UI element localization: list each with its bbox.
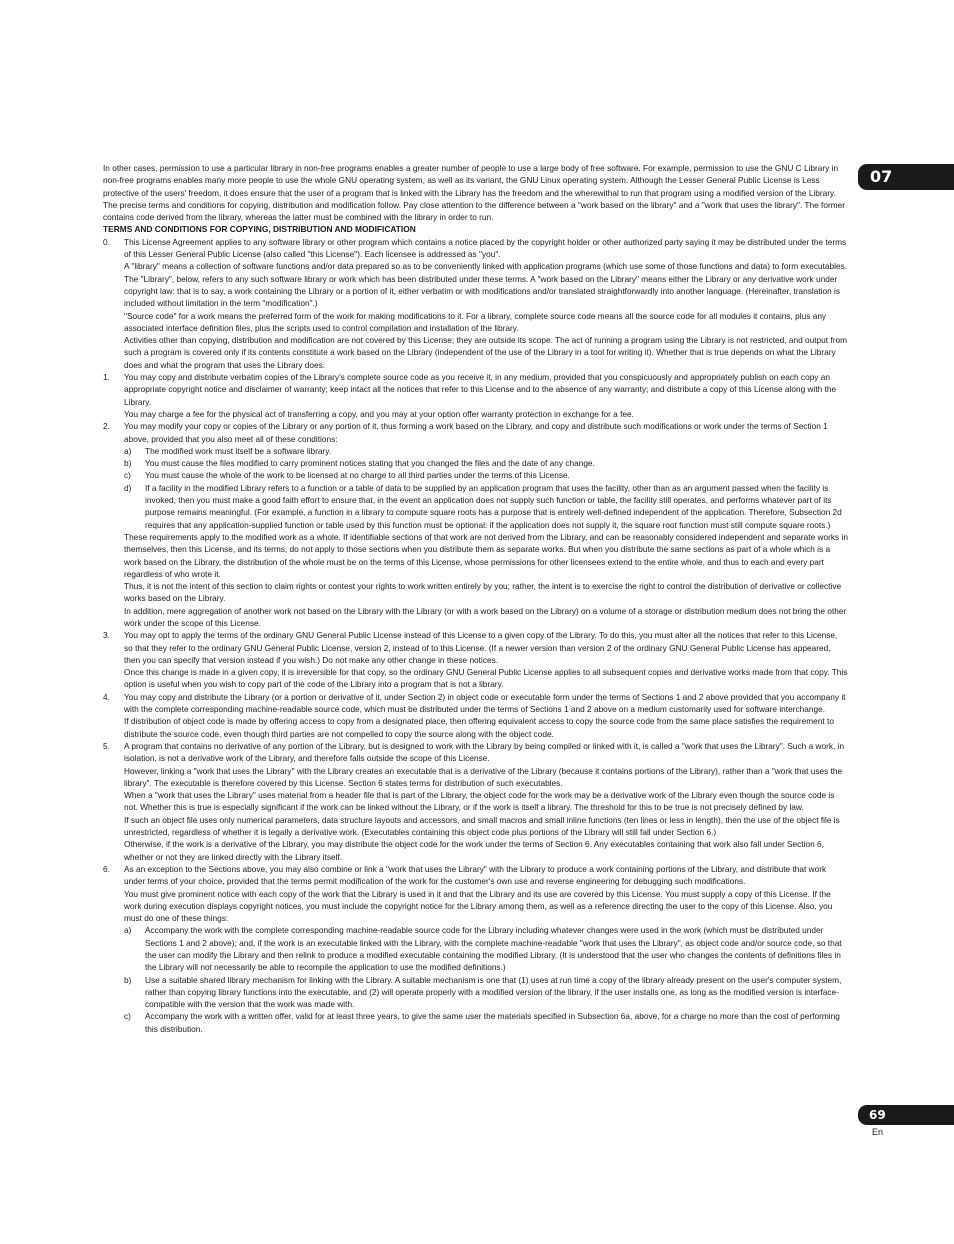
- section-paragraph: Activities other than copying, distribution and modification are not covered by this License; they are outside its scope. The act of running a program using the Library is not restricted, and output from such a program is covered only if its contents constitute a work based on the Library (independent of the use of the Library in a tool for writing it). Whether that is true depends on what the Library does and what the program that uses the Library does.: [124, 335, 847, 370]
- subitem-letter: d): [124, 482, 132, 493]
- section-paragraph: In addition, mere aggregation of another work not based on the Library with the Library (or with a work based on the Library) on a volume of a storage or distribution medium does not bring the other work under the scope of this License.: [124, 605, 847, 628]
- chapter-tab: 07: [858, 164, 954, 190]
- section-paragraph: However, linking a "work that uses the Library" with the Library creates an executable that is a derivative of the Library (because it contains portions of the Library), rather than a "work that uses the library". The executable is therefore covered by this License. Section 6 states terms for distribution of such executables.: [124, 765, 843, 788]
- section-paragraph: You may copy and distribute the Library (or a portion or derivative of it, under Section 2) in object code or executable form under the terms of Sections 1 and 2 above provided that you accompany it with the complete corresponding machine-readable source code, which must be distributed under the terms of Sections 1 and 2 above on a medium customarily used for software interchange.: [124, 691, 846, 715]
- section-paragraph: A "library" means a collection of software functions and/or data prepared so as to be conveniently linked with application programs (which use some of those functions and data) to form executables.: [124, 261, 848, 272]
- section-paragraph: If distribution of object code is made by offering access to copy from a designated place, then offering equivalent access to copy the source code from the same place satisfies the requirement to distribute the source code, even though third parties are not compelled to copy the source along with the object code.: [124, 716, 834, 739]
- section-paragraph: You may modify your copy or copies of the Library or any portion of it, thus forming a work based on the Library, and copy and distribute such modifications or work under the terms of Section 1 above, provided that you also meet all of these conditions:: [124, 421, 828, 444]
- section-number: 4.: [103, 691, 110, 702]
- subitem: [124, 445, 848, 457]
- subitem: [124, 457, 848, 469]
- section-4: [103, 691, 848, 740]
- intro-paragraph-2: The precise terms and conditions for copying, distribution and modification follow. Pay close attention to the difference between a "work based on the library" and a "work that uses the library". The former contains code derived from the library, whereas the latter must be combined with the library in order to run.: [103, 199, 845, 223]
- subitem-letter: a): [124, 925, 132, 936]
- subitem-letter: c): [124, 470, 131, 481]
- section-paragraph: This License Agreement applies to any software library or other program which contains a notice placed by the copyright holder or other authorized party saying it may be distributed under the terms of this Lesser General Public License (also called "this License"). Each licensee is addressed as "you".: [124, 236, 847, 260]
- section-paragraph: Thus, it is not the intent of this section to claim rights or contest your rights to work written entirely by you; rather, the intent is to exercise the right to control the distribution of derivative or collective works based on the Library.: [124, 581, 842, 604]
- subitem-text: The modified work must itself be a software library.: [145, 445, 332, 456]
- section-6: [103, 863, 848, 1035]
- section-paragraph: When a "work that uses the Library" uses material from a header file that is part of the Library, the object code for the work may be a derivative work of the Library even though the source code is not. Whether this is true is especially significant if the work can be linked without the Library, or if the work is itself a library. The threshold for this to be true is not precisely defined by law.: [124, 790, 835, 813]
- terms-heading: TERMS AND CONDITIONS FOR COPYING, DISTRIBUTION AND MODIFICATION: [103, 224, 416, 235]
- subitem-letter: a): [124, 445, 132, 456]
- section-paragraph: You may charge a fee for the physical act of transferring a copy, and you may at your option offer warranty protection in exchange for a fee.: [124, 408, 634, 419]
- subitem-text: If a facility in the modified Library refers to a function or a table of data to be supplied by an application program that uses the facility, other than as an argument passed when the facility is invoked, then you must make a good faith effort to ensure that, in the event an application does not supply such function or table, the facility still operates, and performs whatever part of its purpose remains meaningful. (For example, a function in a library to compute square roots has a purpose that is entirely well-defined independent of the application. Therefore, Subsection 2d requires that any application-supplied function or table used by this function must be optional: if the application does not supply it, the square root function must still compute square roots.): [145, 482, 842, 530]
- subitem: [124, 974, 848, 1011]
- subitem: [124, 469, 848, 481]
- section-5: [103, 740, 848, 863]
- subitem-letter: b): [124, 974, 132, 985]
- subitem: [124, 1010, 848, 1035]
- page-number-tab: 69: [858, 1105, 954, 1125]
- section-3: [103, 629, 848, 690]
- section-paragraph: Once this change is made in a given copy, it is irreversible for that copy, so the ordinary GNU General Public License applies to all subsequent copies and derivative works made from that copy. This option is useful when you wish to copy part of the code of the Library into a program that is not a library.: [124, 667, 848, 690]
- license-text: [103, 162, 848, 1035]
- section-paragraph: You must give prominent notice with each copy of the work that the Library is used in it and that the Library and its use are covered by this License. You must supply a copy of this License. If the work during execution displays copyright notices, you must include the copyright notice for the Library among them, as well as a reference directing the user to the copy of this License. Also, you must do one of these things:: [124, 888, 833, 924]
- section-2: [103, 420, 848, 629]
- section-paragraph: You may opt to apply the terms of the ordinary GNU General Public License instead of this License to a given copy of the Library. To do this, you must alter all the notices that refer to this License, so that they refer to the ordinary GNU General Public License, version 2, instead of to this License. (If a newer version than version 2 of the ordinary GNU General Public License has appeared, then you can specify that version instead if you wish.) Do not make any other change in these notices.: [124, 630, 838, 665]
- section-number: 3.: [103, 630, 110, 641]
- language-code: En: [872, 1127, 884, 1137]
- subitem-text: You must cause the files modified to carry prominent notices stating that you changed the files and the date of any change.: [145, 458, 595, 469]
- section-number: 6.: [103, 863, 110, 874]
- section-paragraph: These requirements apply to the modified work as a whole. If identifiable sections of that work are not derived from the Library, and can be reasonably considered independent and separate works in themselves, then this License, and its terms, do not apply to those sections when you distribute them as separate works. But when you distribute the same sections as part of a whole which is a work based on the Library, the distribution of the whole must be on the terms of this License, whose permissions for other licensees extend to the entire whole, and thus to each and every part regardless of who wrote it.: [124, 531, 848, 579]
- subitem-text: Use a suitable shared library mechanism for linking with the Library. A suitable mechanism is one that (1) uses at run time a copy of the library already present on the user's computer system, rather than copying library functions into the executable, and (2) will operate properly with a modified version of the library, if the user installs one, as long as the modified version is interface-compatible with the version that the work was made with.: [145, 974, 842, 1010]
- section-paragraph: Otherwise, if the work is a derivative of the Library, you may distribute the object code for the work under the terms of Section 6. Any executables containing that work also fall under Section 6, whether or not they are linked directly with the Library itself.: [124, 839, 824, 862]
- section-0: [103, 236, 848, 371]
- section-paragraph: As an exception to the Sections above, you may also combine or link a "work that uses the Library" with the Library to produce a work containing portions of the Library, and distribute that work under terms of your choice, provided that the terms permit modification of the work for the customer's own use and reverse engineering for debugging such modifications.: [124, 863, 827, 887]
- section-number: 0.: [103, 236, 110, 247]
- section-number: 2.: [103, 421, 110, 432]
- subitem-letter: c): [124, 1011, 131, 1022]
- section-paragraph: You may copy and distribute verbatim copies of the Library's complete source code as you receive it, in any medium, provided that you conspicuously and appropriately publish on each copy an appropriate copyright notice and disclaimer of warranty; keep intact all the notices that refer to this License and to the absence of any warranty; and distribute a copy of this License along with the Library.: [124, 372, 837, 407]
- section-1: [103, 371, 848, 420]
- subitem: [124, 924, 848, 973]
- section-paragraph: If such an object file uses only numerical parameters, data structure layouts and accessors, and small macros and small inline functions (ten lines or less in length), then the use of the object file is unrestricted, regardless of whether it is legally a derivative work. (Executables containing this object code plus portions of the Library will still fall under Section 6.): [124, 814, 840, 838]
- section-number: 5.: [103, 740, 110, 751]
- section-paragraph: The "Library", below, refers to any such software library or work which has been distributed under these terms. A "work based on the Library" means either the Library or any derivative work under copyright law: that is to say, a work containing the Library or a portion of it, either verbatim or with modifications and/or translated straightforwardly into another language. (Hereinafter, translation is included without limitation in the term "modification".): [124, 273, 841, 309]
- section-paragraph: A program that contains no derivative of any portion of the Library, but is designed to work with the Library by being compiled or linked with it, is called a "work that uses the Library". Such a work, in isolation, is not a derivative work of the Library, and therefore falls outside the scope of this License.: [124, 740, 845, 764]
- subitem-text: Accompany the work with a written offer, valid for at least three years, to give the same user the materials specified in Subsection 6a, above, for a charge no more than the cost of performing this distribution.: [145, 1011, 840, 1034]
- section-number: 1.: [103, 372, 110, 383]
- subitem-text: You must cause the whole of the work to be licensed at no charge to all third parties under the terms of this License.: [145, 470, 570, 481]
- subitem-text: Accompany the work with the complete corresponding machine-readable source code for the Library including whatever changes were used in the work (which must be distributed under Sections 1 and 2 above); and, if the work is an executable linked with the Library, with the complete machine-readable "work that uses the Library", as object code and/or source code, so that the user can modify the Library and then relink to produce a modified executable containing the modified Library. (It is understood that the user who changes the contents of definitions files in the Library will not necessarily be able to recompile the application to use the modified definitions.): [145, 925, 842, 973]
- subitem: [124, 482, 848, 531]
- section-paragraph: "Source code" for a work means the preferred form of the work for making modifications to it. For a library, complete source code means all the source code for all modules it contains, plus any associated interface definition files, plus the scripts used to control compilation and installation of the library.: [124, 310, 827, 333]
- subitem-letter: b): [124, 458, 132, 469]
- intro-paragraph-1: In other cases, permission to use a particular library in non-free programs enables a greater number of people to use a large body of free software. For example, permission to use the GNU C Library in non-free programs enables many more people to use the whole GNU operating system, as well as its variant, the GNU Linux operating system. Although the Lesser General Public License is Less protective of the users' freedom, it does ensure that the user of a program that is linked with the Library has the freedom and the wherewithal to run that program using a modified version of the Library.: [103, 163, 839, 198]
